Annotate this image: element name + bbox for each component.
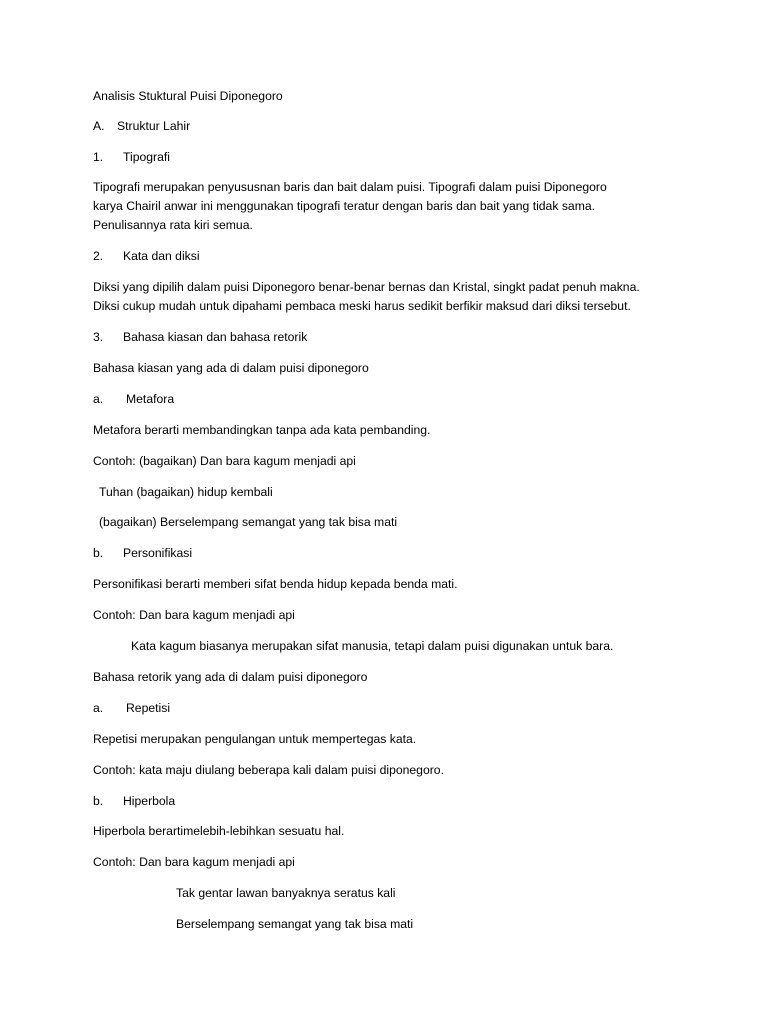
item-label: Bahasa kiasan dan bahasa retorik — [123, 330, 308, 344]
example-text: Contoh: Dan bara kagum menjadi api — [93, 608, 295, 622]
section-label: Struktur Lahir — [117, 119, 191, 133]
example-line: Tak gentar lawan banyaknya seratus kali — [176, 886, 396, 900]
list-marker: b. — [93, 794, 104, 808]
list-marker: A. — [93, 119, 105, 133]
paragraph-line: Tipografi merupakan penyususnan baris dan bait dalam puisi. Tipografi dalam puisi Diponegoro — [93, 180, 607, 194]
subheading-label: Personifikasi — [123, 546, 193, 560]
section-heading-a — [93, 117, 190, 136]
item-heading-3 — [93, 328, 307, 347]
subheading-metafora — [93, 390, 174, 409]
list-marker: a. — [93, 701, 104, 715]
example-line: Berselempang semangat yang tak bisa mati — [176, 917, 414, 931]
subheading-label: Repetisi — [126, 701, 171, 715]
paragraph-line: Penulisannya rata kiri semua. — [93, 218, 253, 232]
example-line: (bagaikan) Berselempang semangat yang tak bisa mati — [99, 515, 398, 529]
explanation-text: Kata kagum biasanya merupakan sifat manusia, tetapi dalam puisi digunakan untuk bara. — [131, 639, 614, 653]
item-label: Kata dan diksi — [123, 249, 200, 263]
list-marker: 1. — [93, 150, 104, 164]
example-text: Contoh: Dan bara kagum menjadi api — [93, 855, 295, 869]
subheading-hiperbola — [93, 792, 175, 811]
document-title: Analisis Stuktural Puisi Diponegoro — [93, 89, 283, 103]
definition-text: Hiperbola berartimelebih-lebihkan sesuatu hal. — [93, 824, 345, 838]
definition-text: Repetisi merupakan pengulangan untuk mempertegas kata. — [93, 732, 417, 746]
paragraph-line: Diksi yang dipilih dalam puisi Diponegoro benar-benar bernas dan Kristal, singkt padat penuh makna. — [93, 280, 640, 294]
list-marker: a. — [93, 392, 104, 406]
subheading-repetisi — [93, 699, 170, 718]
list-marker: 2. — [93, 249, 104, 263]
definition-text: Metafora berarti membandingkan tanpa ada kata pembanding. — [93, 423, 431, 437]
list-marker: 3. — [93, 330, 104, 344]
item-heading-2 — [93, 247, 200, 266]
paragraph-line: karya Chairil anwar ini menggunakan tipografi teratur dengan baris dan bait yang tidak sama. — [93, 199, 596, 213]
subheading-label: Metafora — [126, 392, 175, 406]
item-heading-1 — [93, 148, 170, 167]
kiasan-intro: Bahasa kiasan yang ada di dalam puisi diponegoro — [93, 361, 369, 375]
retorik-intro: Bahasa retorik yang ada di dalam puisi diponegoro — [93, 670, 368, 684]
example-text: Contoh: kata maju diulang beberapa kali dalam puisi diponegoro. — [93, 763, 444, 777]
subheading-label: Hiperbola — [123, 794, 176, 808]
example-line: Tuhan (bagaikan) hidup kembali — [99, 485, 273, 499]
list-marker: b. — [93, 546, 104, 560]
example-text: Contoh: (bagaikan) Dan bara kagum menjadi api — [93, 454, 356, 468]
subheading-personifikasi — [93, 544, 192, 563]
definition-text: Personifikasi berarti memberi sifat benda hidup kepada benda mati. — [93, 577, 458, 591]
item-label: Tipografi — [123, 150, 170, 164]
paragraph-line: Diksi cukup mudah untuk dipahami pembaca meski harus sedikit berfikir maksud dari diksi tersebut. — [93, 299, 631, 313]
